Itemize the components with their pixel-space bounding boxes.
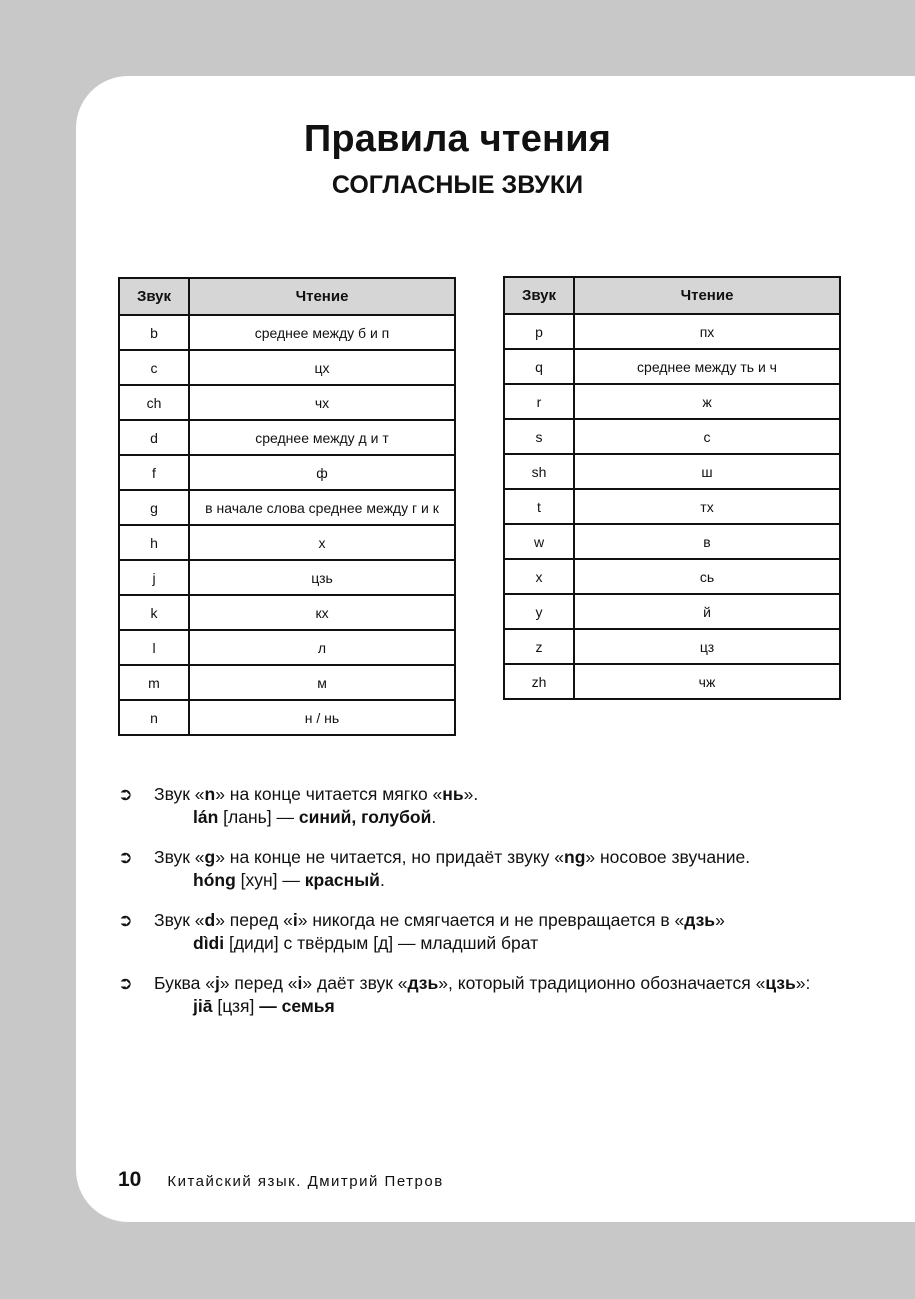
table-header-row (119, 278, 455, 315)
sound-cell: k (119, 595, 189, 630)
table-row (504, 454, 840, 489)
arrow-bullet-icon: ➲ (118, 847, 133, 867)
note-run: [диди] с твёрдым [д] — младший брат (224, 933, 539, 953)
page-number: 10 (118, 1168, 142, 1191)
note-run: . (379, 870, 385, 890)
bold-term: jiā (193, 996, 213, 1016)
arrow-bullet-icon: ➲ (118, 910, 133, 930)
note-run: ». (463, 784, 479, 804)
note-item (118, 972, 840, 1018)
note-run: », который традиционно обозначается « (438, 973, 766, 993)
table-row (504, 489, 840, 524)
reading-cell: м (189, 665, 455, 700)
reading-cell: чж (574, 664, 840, 699)
reading-cell: ф (189, 455, 455, 490)
sound-cell: r (504, 384, 574, 419)
table-row (119, 665, 455, 700)
sound-cell: j (119, 560, 189, 595)
reading-cell: й (574, 594, 840, 629)
reading-cell: н / нь (189, 700, 455, 735)
note-run: » перед « (215, 910, 293, 930)
reading-cell: л (189, 630, 455, 665)
note-run: » носовое звучание. (585, 847, 751, 867)
bold-term: d (204, 910, 216, 930)
bold-term: синий, голубой (298, 807, 432, 827)
table-row (504, 349, 840, 384)
sound-cell: z (504, 629, 574, 664)
note-run: » на конце не читается, но придаёт звуку « (215, 847, 565, 867)
header-reading: Чтение (189, 278, 455, 315)
table-row (119, 630, 455, 665)
note-run: [лань] — (218, 807, 299, 827)
reading-cell: ш (574, 454, 840, 489)
page-footer (118, 1168, 444, 1192)
arrow-bullet-icon: ➲ (118, 973, 133, 993)
page-subtitle: СОГЛАСНЫЕ ЗВУКИ (331, 171, 584, 199)
bold-term: hóng (193, 870, 236, 890)
table-row (504, 524, 840, 559)
sound-cell: zh (504, 664, 574, 699)
sound-cell: t (504, 489, 574, 524)
table-row (119, 560, 455, 595)
table-row (504, 594, 840, 629)
reading-cell: среднее между ть и ч (574, 349, 840, 384)
note-item (118, 846, 840, 892)
header-reading: Чтение (574, 277, 840, 314)
note-example (118, 932, 840, 955)
reading-notes (118, 783, 840, 1035)
note-run: [хун] — (235, 870, 305, 890)
note-item (118, 909, 840, 955)
reading-cell: сь (574, 559, 840, 594)
note-text (154, 973, 810, 993)
reading-cell: х (189, 525, 455, 560)
sound-cell: h (119, 525, 189, 560)
header-sound: Звук (119, 278, 189, 315)
bold-term: — семья (259, 996, 335, 1016)
reading-cell: в начале слова среднее между г и к (189, 490, 455, 525)
sound-cell: f (119, 455, 189, 490)
note-run: » даёт звук « (302, 973, 408, 993)
note-item (118, 783, 840, 829)
sound-cell: m (119, 665, 189, 700)
table-row (119, 490, 455, 525)
note-run: » на конце читается мягко « (215, 784, 443, 804)
reading-cell: чх (189, 385, 455, 420)
sound-cell: x (504, 559, 574, 594)
book-title: Китайский язык. Дмитрий Петров (167, 1173, 444, 1190)
note-run: Звук « (154, 847, 205, 867)
note-example (118, 995, 840, 1018)
sound-cell: q (504, 349, 574, 384)
sound-cell: w (504, 524, 574, 559)
bold-term: i (292, 910, 298, 930)
reading-cell: среднее между д и т (189, 420, 455, 455)
table-row (119, 315, 455, 350)
note-run: [цзя] (212, 996, 260, 1016)
note-run: » (715, 910, 725, 930)
bold-term: g (204, 847, 216, 867)
table-row (504, 384, 840, 419)
note-run: . (431, 807, 437, 827)
note-text (154, 783, 478, 806)
consonants-table-right (503, 276, 841, 700)
page-title: Правила чтения (303, 118, 612, 160)
consonants-table-left (118, 277, 456, 736)
sound-cell: d (119, 420, 189, 455)
reading-cell: цх (189, 350, 455, 385)
note-run: Буква « (154, 973, 215, 993)
note-text (154, 909, 725, 932)
table-row (119, 455, 455, 490)
header-sound: Звук (504, 277, 574, 314)
table-row (119, 350, 455, 385)
note-run: » перед « (219, 973, 298, 993)
reading-cell: цзь (189, 560, 455, 595)
reading-cell: тх (574, 489, 840, 524)
note-run: » никогда не смягчается и не превращается в « (297, 910, 685, 930)
table-row (119, 385, 455, 420)
reading-cell: кх (189, 595, 455, 630)
table-row (504, 314, 840, 349)
sound-cell: n (119, 700, 189, 735)
bold-term: lán (193, 807, 219, 827)
bold-term: дзь (407, 973, 439, 993)
sound-cell: y (504, 594, 574, 629)
note-run: Звук « (154, 784, 205, 804)
table-row (119, 420, 455, 455)
table-row (119, 595, 455, 630)
reading-cell: ж (574, 384, 840, 419)
reading-cell: в (574, 524, 840, 559)
bold-term: цзь (765, 973, 796, 993)
reading-cell: среднее между б и п (189, 315, 455, 350)
note-text (154, 846, 750, 869)
sound-cell: b (119, 315, 189, 350)
bold-term: дзь (684, 910, 716, 930)
table-row (504, 419, 840, 454)
reading-cell: цз (574, 629, 840, 664)
note-run: »: (795, 973, 811, 993)
reading-cell: пх (574, 314, 840, 349)
table-row (504, 664, 840, 699)
table-row (504, 559, 840, 594)
sound-cell: c (119, 350, 189, 385)
sound-cell: g (119, 490, 189, 525)
note-example (118, 806, 840, 829)
sound-cell: p (504, 314, 574, 349)
table-row (504, 629, 840, 664)
sound-cell: ch (119, 385, 189, 420)
bold-term: нь (442, 784, 464, 804)
note-run: Звук « (154, 910, 205, 930)
reading-cell: с (574, 419, 840, 454)
sound-cell: s (504, 419, 574, 454)
bold-term: j (214, 973, 220, 993)
table-row (119, 525, 455, 560)
arrow-bullet-icon: ➲ (118, 784, 133, 804)
bold-term: i (297, 973, 303, 993)
sound-cell: l (119, 630, 189, 665)
table-header-row (504, 277, 840, 314)
note-example (118, 869, 840, 892)
sound-cell: sh (504, 454, 574, 489)
bold-term: n (204, 784, 216, 804)
bold-term: красный (304, 870, 380, 890)
bold-term: dìdi (193, 933, 225, 953)
table-row (119, 700, 455, 735)
bold-term: ng (564, 847, 586, 867)
